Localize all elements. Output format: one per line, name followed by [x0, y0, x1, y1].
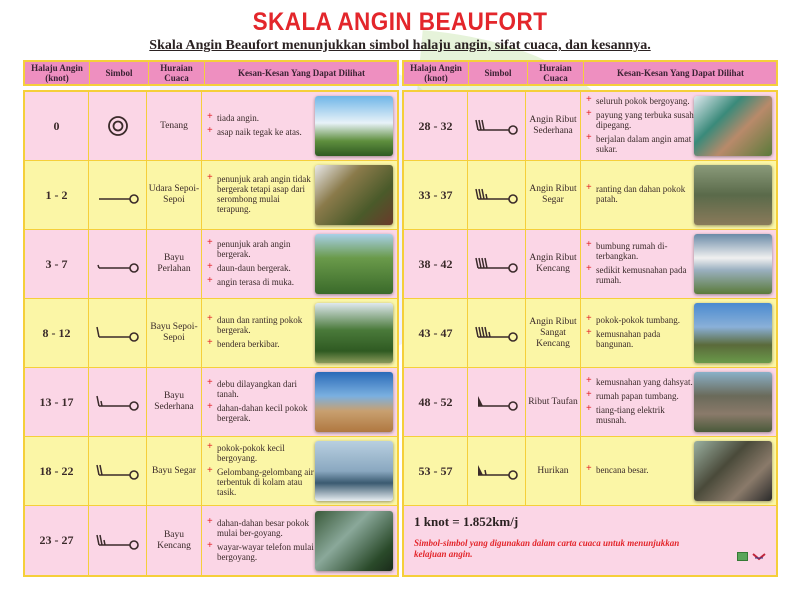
- wind-speed: 1 - 2: [25, 161, 89, 229]
- wind-barb-icon: [468, 299, 526, 367]
- effects-cell: [581, 299, 776, 367]
- col-symbol: Simbol: [469, 62, 528, 84]
- wind-speed: 48 - 52: [404, 368, 468, 436]
- page-title: SKALA ANGIN BEAUFORT: [252, 8, 548, 36]
- windsurfer-photo: [315, 441, 393, 501]
- col-speed: Halaju Angin (knot): [404, 62, 469, 84]
- wind-barb-icon: [89, 506, 147, 575]
- wind-barb-icon: [468, 161, 526, 229]
- wind-speed: 43 - 47: [404, 299, 468, 367]
- wind-barb-icon: [89, 437, 147, 505]
- effects-cell: [581, 230, 776, 298]
- effects-cell: [202, 506, 397, 575]
- wind-speed: 28 - 32: [404, 92, 468, 160]
- weather-description: Angin Ribut Segar: [526, 161, 581, 229]
- table-row: [404, 161, 776, 230]
- logo-icon: [737, 552, 748, 561]
- table-row: [25, 437, 397, 506]
- effect-item: + penunjuk arah angin tidak bergerak tetapi asap dari serombong mulai terapung.: [207, 174, 315, 214]
- effect-item: + dahan-dahan kecil pokok bergerak.: [207, 403, 315, 423]
- trees-field-photo: [315, 303, 393, 363]
- col-description: Huraian Cuaca: [149, 62, 205, 84]
- chimney-smoke-photo: [315, 165, 393, 225]
- table-row: [25, 230, 397, 299]
- wind-barb-icon: [89, 368, 147, 436]
- weather-description: Bayu Perlahan: [147, 230, 202, 298]
- table-header: [23, 60, 399, 86]
- effect-item: + payung yang terbuka susah dipegang.: [586, 110, 694, 130]
- effect-item: + sedikit kemusnahan pada rumah.: [586, 265, 694, 285]
- wind-speed: 8 - 12: [25, 299, 89, 367]
- weather-description: Angin Ribut Sangat Kencang: [526, 299, 581, 367]
- collapsed-roof-photo: [694, 372, 772, 432]
- effects-cell: [202, 368, 397, 436]
- weather-description: Tenang: [147, 92, 202, 160]
- weather-description: Bayu Kencang: [147, 506, 202, 575]
- effect-item: + wayar-wayar telefon mulai bergoyang.: [207, 542, 315, 562]
- wind-speed: 13 - 17: [25, 368, 89, 436]
- wind-barb-icon: [468, 230, 526, 298]
- wind-speed: 18 - 22: [25, 437, 89, 505]
- wind-barb-icon: [468, 437, 526, 505]
- table-row: [25, 506, 397, 575]
- hurricane-debris-photo: [694, 441, 772, 501]
- table-body: [23, 90, 399, 577]
- effects-cell: [202, 161, 397, 229]
- table-row: [404, 92, 776, 161]
- knot-conversion: 1 knot = 1.852km/j: [414, 514, 519, 529]
- effects-cell: [581, 368, 776, 436]
- fallen-tree-photo: [694, 303, 772, 363]
- page-subtitle: Skala Angin Beaufort menunjukkan simbol halaju angin, sifat cuaca, dan kesannya.: [149, 38, 651, 53]
- wind-speed: 33 - 37: [404, 161, 468, 229]
- col-symbol: Simbol: [90, 62, 149, 84]
- col-description: Huraian Cuaca: [528, 62, 584, 84]
- steam-plumes-photo: [315, 96, 393, 156]
- effect-item: + Gelombang-gelombang air terbentuk di kolam atau tasik.: [207, 467, 315, 497]
- effect-item: + angin terasa di muka.: [207, 277, 315, 287]
- wind-barb-icon: [468, 92, 526, 160]
- effect-item: + asap naik tegak ke atas.: [207, 127, 315, 137]
- damaged-house-photo: [694, 234, 772, 294]
- effect-item: + berjalan dalam angin amat sukar.: [586, 134, 694, 154]
- weather-description: Bayu Segar: [147, 437, 202, 505]
- beaufort-table-left: [23, 60, 399, 577]
- wind-speed: 0: [25, 92, 89, 160]
- effects-cell: [202, 230, 397, 298]
- dust-desert-photo: [315, 372, 393, 432]
- weather-description: Bayu Sepoi-Sepoi: [147, 299, 202, 367]
- wind-speed: 53 - 57: [404, 437, 468, 505]
- table-row: [25, 368, 397, 437]
- symbol-note: Simbol-simbol yang digunakan dalam carta cuaca untuk menunjukkan kelajuan angin.: [414, 538, 680, 559]
- effect-item: + pokok-pokok kecil bergoyang.: [207, 443, 315, 463]
- wind-barb-icon: [89, 161, 147, 229]
- effect-item: + rumah papan tumbang.: [586, 391, 694, 401]
- weather-description: Hurikan: [526, 437, 581, 505]
- col-effects: Kesan-Kesan Yang Dapat Dilihat: [238, 68, 365, 78]
- table-row: [25, 299, 397, 368]
- table-row: [25, 92, 397, 161]
- effect-item: + tiang-tiang elektrik musnah.: [586, 405, 694, 425]
- effect-item: + bendera berkibar.: [207, 339, 315, 349]
- effects-cell: [202, 437, 397, 505]
- wind-barb-icon: [89, 92, 147, 160]
- table-row: [404, 230, 776, 299]
- effect-item: + dahan-dahan besar pokok mulai ber-goyang.: [207, 518, 315, 538]
- effect-item: + kemusnahan yang dahsyat.: [586, 377, 694, 387]
- leafy-bush-photo: [315, 234, 393, 294]
- effects-cell: [581, 437, 776, 505]
- table-row: [404, 299, 776, 368]
- table-row: [404, 437, 776, 506]
- effects-cell: [581, 161, 776, 229]
- col-effects: Kesan-Kesan Yang Dapat Dilihat: [617, 68, 744, 78]
- publisher-logos: [737, 552, 766, 561]
- umbrella-house-photo: [694, 96, 772, 156]
- effect-item: + kemusnahan pada bangunan.: [586, 329, 694, 349]
- weather-description: Udara Sepoi-Sepoi: [147, 161, 202, 229]
- wind-speed: 3 - 7: [25, 230, 89, 298]
- effect-item: + penunjuk arah angin bergerak.: [207, 239, 315, 259]
- effect-item: + ranting dan dahan pokok patah.: [586, 184, 694, 204]
- effect-item: + bumbung rumah di-terbangkan.: [586, 241, 694, 261]
- weather-description: Angin Ribut Sederhana: [526, 92, 581, 160]
- wind-barb-icon: [89, 299, 147, 367]
- effects-cell: [202, 299, 397, 367]
- effect-item: + debu dilayangkan dari tanah.: [207, 379, 315, 399]
- broken-tree-photo: [694, 165, 772, 225]
- effect-item: + daun dan ranting pokok bergerak.: [207, 315, 315, 335]
- effects-cell: [202, 92, 397, 160]
- weather-description: Angin Ribut Kencang: [526, 230, 581, 298]
- palm-storm-photo: [315, 511, 393, 571]
- wind-barb-icon: [89, 230, 147, 298]
- beaufort-table-right: [402, 60, 778, 577]
- footer-note-box: [404, 506, 776, 575]
- col-speed: Halaju Angin (knot): [25, 62, 90, 84]
- effect-item: + bencana besar.: [586, 465, 694, 475]
- wind-speed: 23 - 27: [25, 506, 89, 575]
- effect-item: + daun-daun bergerak.: [207, 263, 315, 273]
- effect-item: + tiada angin.: [207, 113, 315, 123]
- ministry-logo-icon: [752, 553, 766, 561]
- weather-description: Bayu Sederhana: [147, 368, 202, 436]
- table-header: [402, 60, 778, 86]
- effect-item: + seluruh pokok bergoyang.: [586, 96, 694, 106]
- weather-description: Ribut Taufan: [526, 368, 581, 436]
- effect-item: + pokok-pokok tumbang.: [586, 315, 694, 325]
- effects-cell: [581, 92, 776, 160]
- wind-barb-icon: [468, 368, 526, 436]
- table-row: [404, 368, 776, 437]
- wind-speed: 38 - 42: [404, 230, 468, 298]
- table-row: [25, 161, 397, 230]
- table-body: [402, 90, 778, 577]
